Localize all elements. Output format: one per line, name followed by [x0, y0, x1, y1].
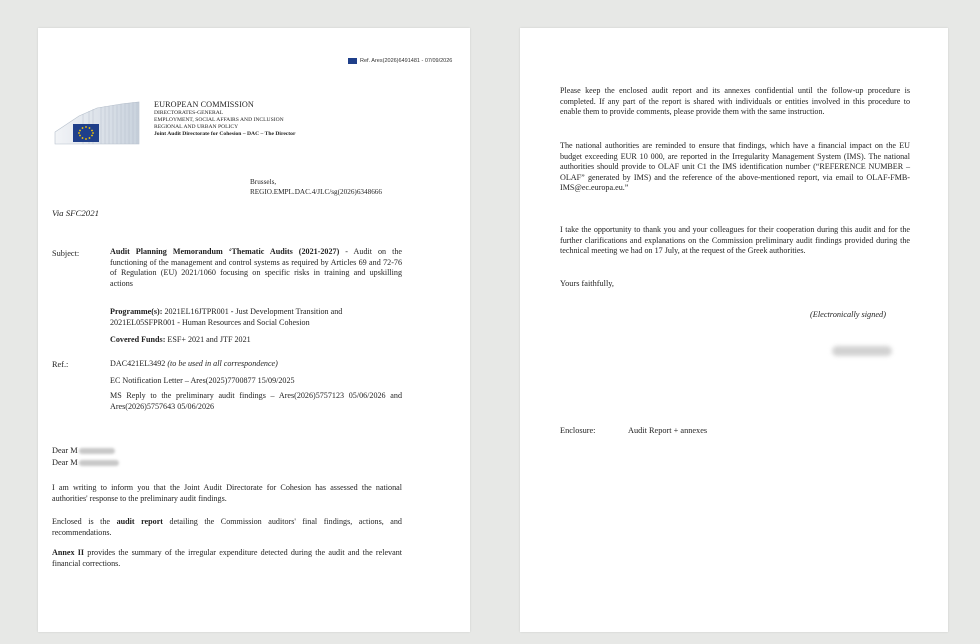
- confidentiality-paragraph: Please keep the enclosed audit report and its annexes confidential until the follow-up procedure is completed. If any part of the report is shared with individuals or entities involved in this procedure to enable them to provide comments, please provide them with the same instruction.: [560, 86, 910, 117]
- stamp-marker-icon: [348, 58, 357, 64]
- sender-address: Brussels, REGIO.EMPL.DAC.4/JLC/sg(2026)6348666: [250, 178, 382, 196]
- organisation-header: EUROPEAN COMMISSION DIRECTORATES-GENERAL EMPLOYMENT, SOCIAL AFFAIRS AND INCLUSION REGIONAL AND URBAN POLICY Joint Audit Directorate for Cohesion – DAC – The Director: [154, 100, 296, 137]
- european-commission-logo-icon: [53, 98, 143, 150]
- redacted-name: [79, 460, 119, 466]
- thanks-paragraph: I take the opportunity to thank you and your colleagues for their cooperation during this audit and for the further clarifications and explanations on the Commission preliminary audit findings provided during the technical meeting we had on 17 July, at the request of the Greek authorities.: [560, 225, 910, 256]
- redacted-name: [79, 448, 115, 454]
- enclosure-label: Enclosure:: [560, 426, 596, 435]
- salutation-2: Dear M: [52, 458, 119, 467]
- ims-reporting-paragraph: The national authorities are reminded to ensure that findings, which have a financial impact on the EU budget exceeding EUR 10 000, are reported in the Irregularity Management System (IMS). The national authorities should provide to OLAF unit C1 the IMS identification number (“REFERENCE NUMBER – OLAF” generated by IMS) and the reference of the above-mentioned report, via email to OLAF-FMB-IMS@ec.europa.eu.”: [560, 141, 910, 193]
- letter-page-2: [520, 28, 948, 632]
- body-paragraph-3: Annex II provides the summary of the irregular expenditure detected during the audit and the relevant financial corrections.: [52, 548, 402, 568]
- ref-line-1: DAC421EL3492 (to be used in all correspondence): [110, 359, 278, 368]
- programmes-line: Programme(s): 2021EL16JTPR001 - Just Development Transition and 2021EL05SFPR001 - Human Resources and Social Cohesion: [110, 307, 343, 327]
- subject-label: Subject:: [52, 249, 80, 258]
- delivery-channel: Via SFC2021: [52, 208, 99, 218]
- ref-line-3: MS Reply to the preliminary audit findings – Ares(2026)5757123 05/06/2026 and Ares(2026)5757643 05/06/2026: [110, 391, 402, 411]
- body-paragraph-2: Enclosed is the audit report detailing the Commission auditors' final findings, actions, and recommendations.: [52, 517, 402, 537]
- letter-page-1: [38, 28, 470, 632]
- ref-line-2: EC Notification Letter – Ares(2025)7700877 15/09/2025: [110, 376, 295, 385]
- covered-funds-line: Covered Funds: ESF+ 2021 and JTF 2021: [110, 335, 251, 344]
- closing: Yours faithfully,: [560, 279, 614, 288]
- signature-note: (Electronically signed): [810, 310, 886, 319]
- subject-text: Audit Planning Memorandum ‘Thematic Audits (2021-2027) - Audit on the functioning of the management and control systems as required by Articles 69 and 72-76 of Regulation (EU) 2021/1060 focusing on specific risks in training and upskilling actions: [110, 247, 402, 288]
- redacted-signature: [832, 346, 892, 356]
- enclosure-value: Audit Report + annexes: [628, 426, 708, 435]
- body-paragraph-1: I am writing to inform you that the Joint Audit Directorate for Cohesion has assessed the national authorities' response to the preliminary audit findings.: [52, 483, 402, 503]
- reference-stamp: Ref. Ares(2026)6491481 - 07/09/2026: [348, 58, 452, 64]
- ref-label: Ref.:: [52, 360, 69, 369]
- salutation-1: Dear M: [52, 446, 115, 455]
